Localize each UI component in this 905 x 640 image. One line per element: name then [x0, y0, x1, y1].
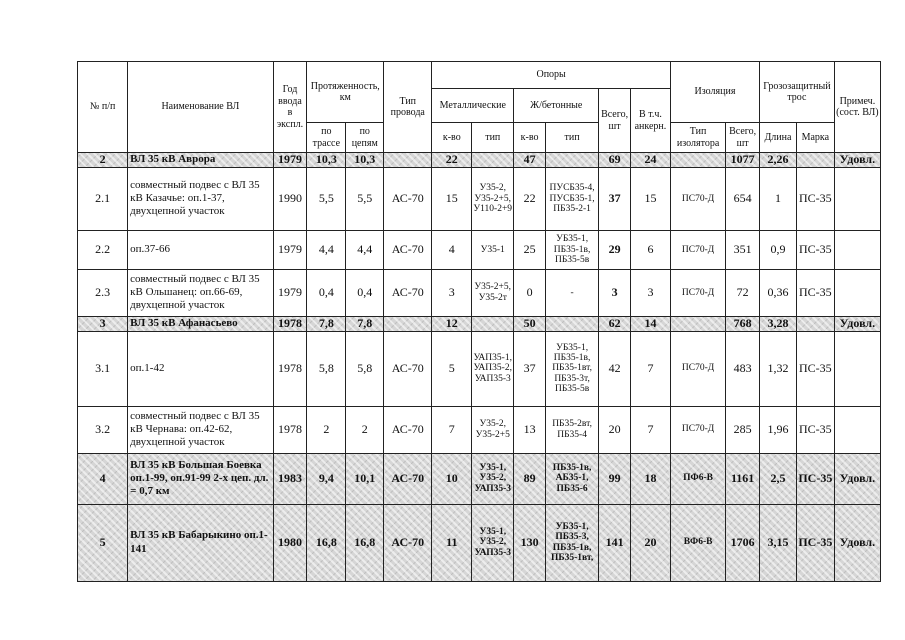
cell-anchor: 20	[630, 504, 670, 581]
cell-gw-brand: ПС-35	[796, 331, 834, 406]
cell-gw-len: 3,28	[760, 316, 797, 331]
cell-gw-brand: ПС-35	[796, 504, 834, 581]
table-row	[78, 406, 881, 453]
cell-anchor: 7	[630, 331, 670, 406]
header-note: Примеч. (сост. ВЛ)	[834, 62, 880, 153]
cell-year: 1980	[273, 504, 307, 581]
cell-note	[834, 269, 880, 316]
cell-gw-brand: ПС-35	[796, 230, 834, 269]
cell-num: 4	[78, 453, 128, 504]
cell-anchor: 3	[630, 269, 670, 316]
cell-wire: АС-70	[384, 331, 432, 406]
cell-gw-len: 1,32	[760, 331, 797, 406]
header-gw-length: Длина	[760, 123, 797, 153]
cell-num: 2.3	[78, 269, 128, 316]
cell-gw-len: 1	[760, 167, 797, 230]
table-row	[78, 167, 881, 230]
cell-name: совместный подвес с ВЛ 35 кВ Казачье: оп.1-37, двухцепной участок	[128, 167, 273, 230]
cell-len-chain: 7,8	[346, 316, 384, 331]
cell-gw-brand: ПС-35	[796, 269, 834, 316]
cell-name: ВЛ 35 кВ Аврора	[128, 153, 273, 168]
cell-year: 1990	[273, 167, 307, 230]
header-insulator-total: Всего, шт	[726, 123, 760, 153]
header-anchor: В т.ч. анкерн.	[630, 89, 670, 153]
cell-total: 3	[599, 269, 631, 316]
header-num: № п/п	[78, 62, 128, 153]
header-year: Год ввода в экспл.	[273, 62, 307, 153]
cell-metal-qty: 7	[432, 406, 472, 453]
cell-conc-qty: 37	[514, 331, 546, 406]
cell-conc-type: ПБ35-2вт, ПБ35-4	[545, 406, 598, 453]
cell-anchor: 14	[630, 316, 670, 331]
cell-ins-total: 1706	[726, 504, 760, 581]
cell-total: 62	[599, 316, 631, 331]
cell-wire: АС-70	[384, 167, 432, 230]
cell-len-route: 0,4	[307, 269, 346, 316]
header-insulator-type: Тип изолятора	[670, 123, 725, 153]
cell-wire: АС-70	[384, 406, 432, 453]
cell-year: 1979	[273, 269, 307, 316]
cell-conc-qty: 89	[514, 453, 546, 504]
cell-ins-type: ПС70-Д	[670, 406, 725, 453]
cell-len-route: 5,8	[307, 331, 346, 406]
header-metal: Металлические	[432, 89, 514, 123]
cell-note	[834, 406, 880, 453]
cell-metal-type: УАП35-1, УАП35-2, УАП35-3	[472, 331, 514, 406]
cell-note: Удовл.	[834, 504, 880, 581]
cell-conc-qty: 130	[514, 504, 546, 581]
cell-conc-type: УБ35-1, ПБ35-1в, ПБ35-5в	[545, 230, 598, 269]
table-row	[78, 453, 881, 504]
cell-len-chain: 16,8	[346, 504, 384, 581]
cell-ins-type: ПС70-Д	[670, 331, 725, 406]
cell-gw-brand	[796, 153, 834, 168]
cell-year: 1978	[273, 331, 307, 406]
cell-year: 1978	[273, 316, 307, 331]
cell-ins-total: 483	[726, 331, 760, 406]
header-total: Всего, шт	[599, 89, 631, 153]
cell-len-route: 7,8	[307, 316, 346, 331]
cell-num: 3.2	[78, 406, 128, 453]
cell-gw-len: 2,26	[760, 153, 797, 168]
cell-note: Удовл.	[834, 153, 880, 168]
cell-total: 37	[599, 167, 631, 230]
cell-year: 1978	[273, 406, 307, 453]
cell-len-route: 2	[307, 406, 346, 453]
cell-num: 2.1	[78, 167, 128, 230]
cell-ins-type: ПС70-Д	[670, 230, 725, 269]
cell-name: оп.37-66	[128, 230, 273, 269]
cell-len-chain: 0,4	[346, 269, 384, 316]
header-concrete-type: тип	[545, 123, 598, 153]
cell-gw-len: 1,96	[760, 406, 797, 453]
cell-ins-total: 285	[726, 406, 760, 453]
cell-ins-total: 1161	[726, 453, 760, 504]
cell-ins-total: 351	[726, 230, 760, 269]
cell-conc-type: УБ35-1, ПБ35-1в, ПБ35-1вт, ПБ35-3т, ПБ35-5в	[545, 331, 598, 406]
header-concrete-count: к-во	[514, 123, 546, 153]
cell-len-chain: 5,5	[346, 167, 384, 230]
cell-wire: АС-70	[384, 230, 432, 269]
cell-conc-type: ПУСБ35-4, ПУСБ35-1, ПБ35-2-1	[545, 167, 598, 230]
cell-len-chain: 5,8	[346, 331, 384, 406]
cell-ins-total: 72	[726, 269, 760, 316]
cell-gw-len: 2,5	[760, 453, 797, 504]
cell-year: 1979	[273, 153, 307, 168]
cell-gw-brand: ПС-35	[796, 453, 834, 504]
cell-gw-brand: ПС-35	[796, 167, 834, 230]
cell-gw-brand	[796, 316, 834, 331]
cell-wire: АС-70	[384, 269, 432, 316]
cell-ins-total: 768	[726, 316, 760, 331]
cell-wire	[384, 316, 432, 331]
cell-name: совместный подвес с ВЛ 35 кВ Чернава: оп.42-62, двухцепной участок	[128, 406, 273, 453]
cell-metal-qty: 12	[432, 316, 472, 331]
cell-ins-type: ВФ6-В	[670, 504, 725, 581]
cell-conc-qty: 0	[514, 269, 546, 316]
cell-metal-qty: 4	[432, 230, 472, 269]
cell-ins-total: 654	[726, 167, 760, 230]
cell-gw-len: 3,15	[760, 504, 797, 581]
cell-anchor: 7	[630, 406, 670, 453]
table-row	[78, 153, 881, 168]
cell-metal-type: У35-2+5, У35-2т	[472, 269, 514, 316]
header-name: Наименование ВЛ	[128, 62, 273, 153]
cell-num: 2	[78, 153, 128, 168]
cell-total: 99	[599, 453, 631, 504]
cell-len-route: 4,4	[307, 230, 346, 269]
table-row	[78, 269, 881, 316]
cell-year: 1983	[273, 453, 307, 504]
cell-conc-type: УБ35-1, ПБ35-3, ПБ35-1в, ПБ35-1вт,	[545, 504, 598, 581]
vl-registry-table	[77, 61, 881, 582]
table-row	[78, 331, 881, 406]
cell-num: 3.1	[78, 331, 128, 406]
cell-ins-type: ПС70-Д	[670, 167, 725, 230]
cell-conc-qty: 13	[514, 406, 546, 453]
header-metal-type: тип	[472, 123, 514, 153]
cell-conc-qty: 50	[514, 316, 546, 331]
header-ground-wire: Грозозащитный трос	[760, 62, 835, 123]
cell-conc-type	[545, 316, 598, 331]
cell-metal-qty: 3	[432, 269, 472, 316]
header-length-chains: по цепям	[346, 123, 384, 153]
cell-name: ВЛ 35 кВ Бабарыкино оп.1-141	[128, 504, 273, 581]
cell-ins-type: ПФ6-В	[670, 453, 725, 504]
header-wire-type: Тип провода	[384, 62, 432, 153]
table-row	[78, 316, 881, 331]
cell-len-route: 16,8	[307, 504, 346, 581]
cell-len-chain: 10,1	[346, 453, 384, 504]
cell-anchor: 18	[630, 453, 670, 504]
cell-len-chain: 4,4	[346, 230, 384, 269]
cell-name: оп.1-42	[128, 331, 273, 406]
cell-name: ВЛ 35 кВ Большая Боевка оп.1-99, оп.91-99 2-х цеп. дл. = 0,7 км	[128, 453, 273, 504]
cell-len-chain: 10,3	[346, 153, 384, 168]
cell-note: Удовл.	[834, 453, 880, 504]
cell-metal-qty: 5	[432, 331, 472, 406]
header-insulation: Изоляция	[670, 62, 759, 123]
cell-note	[834, 167, 880, 230]
cell-ins-type	[670, 153, 725, 168]
cell-len-route: 10,3	[307, 153, 346, 168]
cell-num: 2.2	[78, 230, 128, 269]
cell-ins-type	[670, 316, 725, 331]
cell-metal-qty: 15	[432, 167, 472, 230]
cell-conc-qty: 47	[514, 153, 546, 168]
cell-wire: АС-70	[384, 504, 432, 581]
header-concrete: Ж/бетонные	[514, 89, 599, 123]
cell-num: 3	[78, 316, 128, 331]
cell-total: 141	[599, 504, 631, 581]
table-row	[78, 504, 881, 581]
cell-conc-type: -	[545, 269, 598, 316]
cell-conc-type: ПБ35-1в, АБ35-1, ПБ35-6	[545, 453, 598, 504]
cell-gw-len: 0,9	[760, 230, 797, 269]
cell-metal-type: У35-2, У35-2+5, У110-2+9	[472, 167, 514, 230]
cell-note	[834, 230, 880, 269]
cell-metal-type: У35-1, У35-2, УАП35-3	[472, 504, 514, 581]
cell-wire	[384, 153, 432, 168]
cell-len-route: 9,4	[307, 453, 346, 504]
cell-gw-len: 0,36	[760, 269, 797, 316]
cell-name: ВЛ 35 кВ Афанасьево	[128, 316, 273, 331]
cell-note	[834, 331, 880, 406]
cell-total: 42	[599, 331, 631, 406]
cell-num: 5	[78, 504, 128, 581]
cell-len-route: 5,5	[307, 167, 346, 230]
header-supports: Опоры	[432, 62, 671, 89]
header-length-route: по трассе	[307, 123, 346, 153]
table-row	[78, 230, 881, 269]
cell-anchor: 24	[630, 153, 670, 168]
header-length: Протяженность, км	[307, 62, 384, 123]
cell-metal-type: У35-1	[472, 230, 514, 269]
header-metal-count: к-во	[432, 123, 472, 153]
cell-anchor: 6	[630, 230, 670, 269]
cell-conc-type	[545, 153, 598, 168]
cell-metal-qty: 11	[432, 504, 472, 581]
cell-conc-qty: 22	[514, 167, 546, 230]
cell-wire: АС-70	[384, 453, 432, 504]
cell-year: 1979	[273, 230, 307, 269]
cell-total: 29	[599, 230, 631, 269]
cell-metal-type	[472, 316, 514, 331]
cell-metal-type	[472, 153, 514, 168]
cell-metal-type: У35-1, У35-2, УАП35-3	[472, 453, 514, 504]
cell-gw-brand: ПС-35	[796, 406, 834, 453]
cell-name: совместный подвес с ВЛ 35 кВ Ольшанец: оп.66-69, двухцепной участок	[128, 269, 273, 316]
cell-anchor: 15	[630, 167, 670, 230]
cell-metal-qty: 22	[432, 153, 472, 168]
cell-note: Удовл.	[834, 316, 880, 331]
cell-metal-qty: 10	[432, 453, 472, 504]
cell-ins-total: 1077	[726, 153, 760, 168]
cell-metal-type: У35-2, У35-2+5	[472, 406, 514, 453]
cell-ins-type: ПС70-Д	[670, 269, 725, 316]
cell-total: 20	[599, 406, 631, 453]
cell-conc-qty: 25	[514, 230, 546, 269]
header-gw-brand: Марка	[796, 123, 834, 153]
cell-total: 69	[599, 153, 631, 168]
cell-len-chain: 2	[346, 406, 384, 453]
